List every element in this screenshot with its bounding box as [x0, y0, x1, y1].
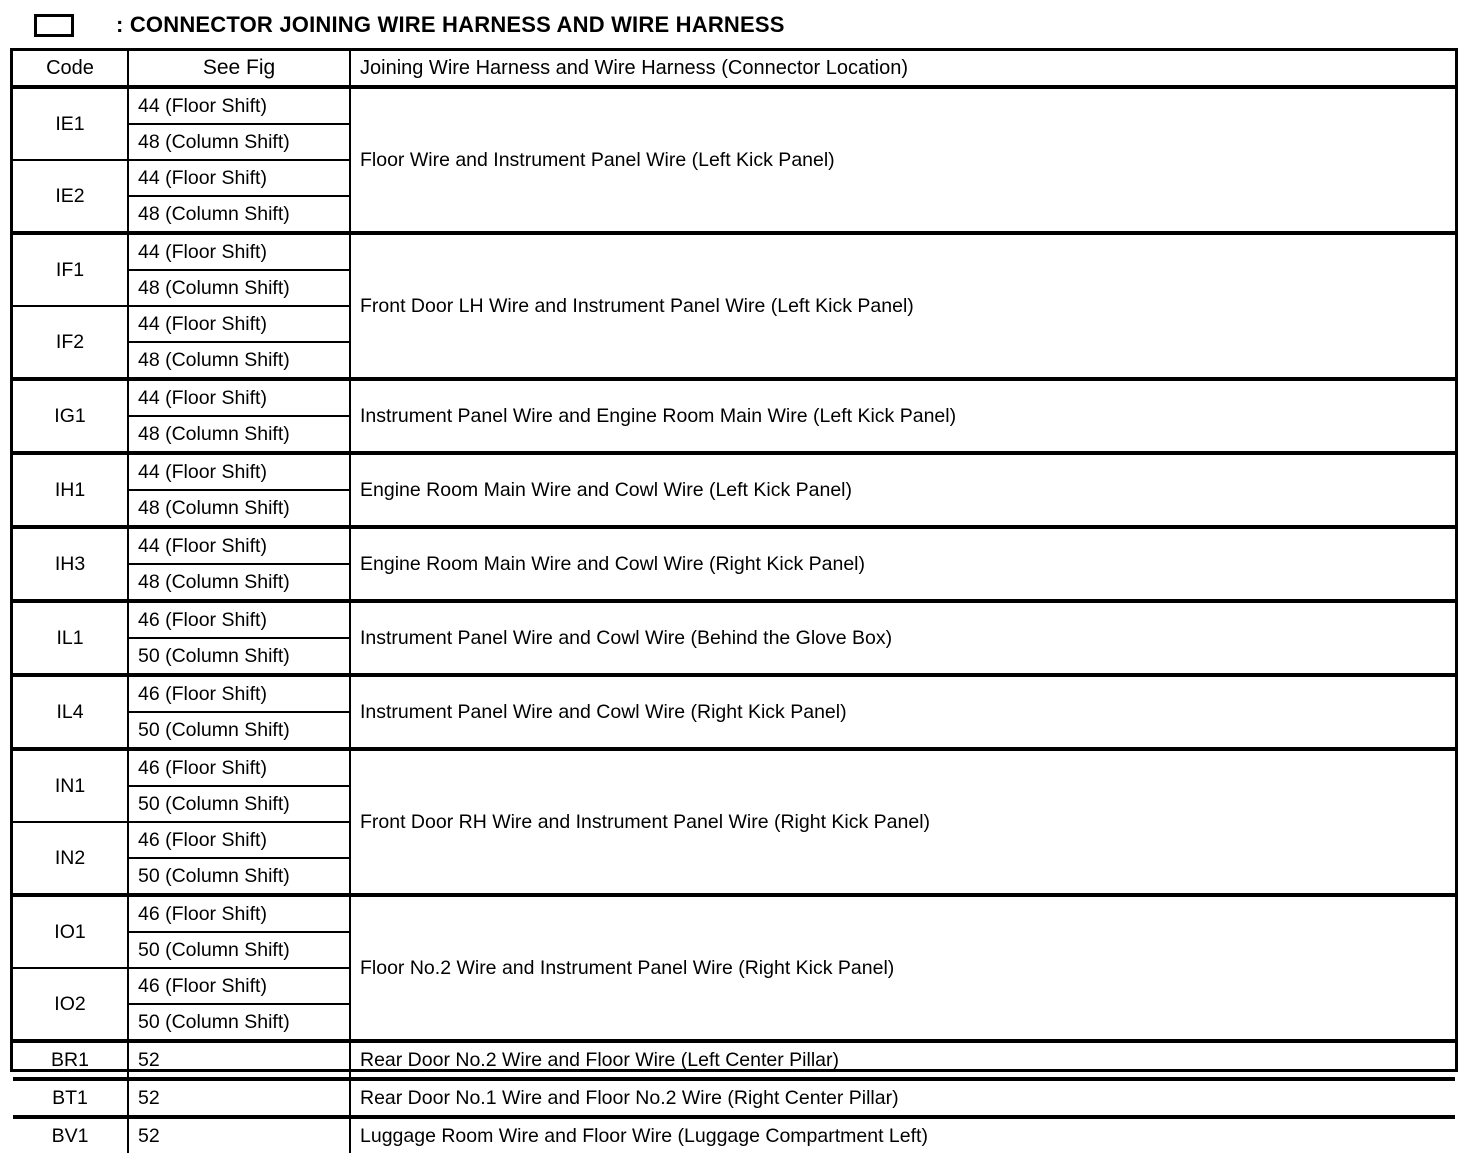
location-cell: Engine Room Main Wire and Cowl Wire (Right Kick Panel): [350, 527, 1455, 601]
see-fig-cell: 46 (Floor Shift): [128, 895, 350, 932]
table-row: [13, 379, 1455, 416]
see-fig-cell: 46 (Floor Shift): [128, 968, 350, 1004]
table-row: [13, 749, 1455, 786]
location-cell: Floor Wire and Instrument Panel Wire (Left Kick Panel): [350, 87, 1455, 233]
table-row: [13, 453, 1455, 490]
location-cell: Floor No.2 Wire and Instrument Panel Wire (Right Kick Panel): [350, 895, 1455, 1041]
see-fig-cell: 46 (Floor Shift): [128, 601, 350, 638]
see-fig-cell: 48 (Column Shift): [128, 270, 350, 306]
legend: [34, 9, 785, 41]
header-row: [13, 51, 1455, 87]
location-cell: Rear Door No.1 Wire and Floor No.2 Wire (Right Center Pillar): [350, 1079, 1455, 1117]
see-fig-cell: 50 (Column Shift): [128, 858, 350, 895]
table-row: [13, 1117, 1455, 1153]
location-cell: Instrument Panel Wire and Cowl Wire (Right Kick Panel): [350, 675, 1455, 749]
see-fig-cell: 44 (Floor Shift): [128, 87, 350, 124]
code-cell: IO2: [13, 968, 128, 1041]
table-row: [13, 601, 1455, 638]
see-fig-cell: 50 (Column Shift): [128, 638, 350, 675]
table-row: [13, 527, 1455, 564]
see-fig-cell: 48 (Column Shift): [128, 196, 350, 233]
location-cell: Front Door RH Wire and Instrument Panel Wire (Right Kick Panel): [350, 749, 1455, 895]
code-cell: IN1: [13, 749, 128, 822]
see-fig-cell: 46 (Floor Shift): [128, 675, 350, 712]
code-cell: IE2: [13, 160, 128, 233]
see-fig-cell: 48 (Column Shift): [128, 124, 350, 160]
code-cell: IF2: [13, 306, 128, 379]
table-row: [13, 1079, 1455, 1117]
code-cell: IL4: [13, 675, 128, 749]
header-code: Code: [13, 51, 128, 87]
see-fig-cell: 50 (Column Shift): [128, 712, 350, 749]
table-row: [13, 87, 1455, 124]
see-fig-cell: 46 (Floor Shift): [128, 822, 350, 858]
table-row: [13, 675, 1455, 712]
see-fig-cell: 52: [128, 1041, 350, 1079]
connector-table: [13, 51, 1455, 1153]
see-fig-cell: 48 (Column Shift): [128, 416, 350, 453]
connector-table-frame: [10, 48, 1458, 1147]
legend-title: : CONNECTOR JOINING WIRE HARNESS AND WIRE HARNESS: [116, 12, 785, 37]
code-cell: IH3: [13, 527, 128, 601]
see-fig-cell: 44 (Floor Shift): [128, 306, 350, 342]
location-cell: Instrument Panel Wire and Cowl Wire (Behind the Glove Box): [350, 601, 1455, 675]
see-fig-cell: 44 (Floor Shift): [128, 160, 350, 196]
code-cell: IG1: [13, 379, 128, 453]
location-cell: Engine Room Main Wire and Cowl Wire (Left Kick Panel): [350, 453, 1455, 527]
code-cell: IF1: [13, 233, 128, 306]
header-location: Joining Wire Harness and Wire Harness (Connector Location): [350, 51, 1455, 87]
see-fig-cell: 50 (Column Shift): [128, 932, 350, 968]
location-cell: Front Door LH Wire and Instrument Panel Wire (Left Kick Panel): [350, 233, 1455, 379]
see-fig-cell: 44 (Floor Shift): [128, 453, 350, 490]
connector-table-body: [13, 51, 1455, 1153]
see-fig-cell: 50 (Column Shift): [128, 1004, 350, 1041]
location-cell: Luggage Room Wire and Floor Wire (Luggage Compartment Left): [350, 1117, 1455, 1153]
code-cell: BR1: [13, 1041, 128, 1079]
see-fig-cell: 48 (Column Shift): [128, 342, 350, 379]
table-row: [13, 233, 1455, 270]
see-fig-cell: 48 (Column Shift): [128, 490, 350, 527]
see-fig-cell: 44 (Floor Shift): [128, 527, 350, 564]
see-fig-cell: 48 (Column Shift): [128, 564, 350, 601]
code-cell: IN2: [13, 822, 128, 895]
code-cell: IH1: [13, 453, 128, 527]
code-cell: BV1: [13, 1117, 128, 1153]
see-fig-cell: 52: [128, 1117, 350, 1153]
header-see-fig: See Fig: [128, 51, 350, 87]
code-cell: IO1: [13, 895, 128, 968]
code-cell: BT1: [13, 1079, 128, 1117]
see-fig-cell: 44 (Floor Shift): [128, 379, 350, 416]
table-row: [13, 895, 1455, 932]
location-cell: Instrument Panel Wire and Engine Room Main Wire (Left Kick Panel): [350, 379, 1455, 453]
code-cell: IL1: [13, 601, 128, 675]
see-fig-cell: 50 (Column Shift): [128, 786, 350, 822]
see-fig-cell: 52: [128, 1079, 350, 1117]
location-cell: Rear Door No.2 Wire and Floor Wire (Left Center Pillar): [350, 1041, 1455, 1079]
see-fig-cell: 44 (Floor Shift): [128, 233, 350, 270]
see-fig-cell: 46 (Floor Shift): [128, 749, 350, 786]
connector-box-icon: [34, 14, 74, 37]
table-row: [13, 1041, 1455, 1079]
code-cell: IE1: [13, 87, 128, 160]
